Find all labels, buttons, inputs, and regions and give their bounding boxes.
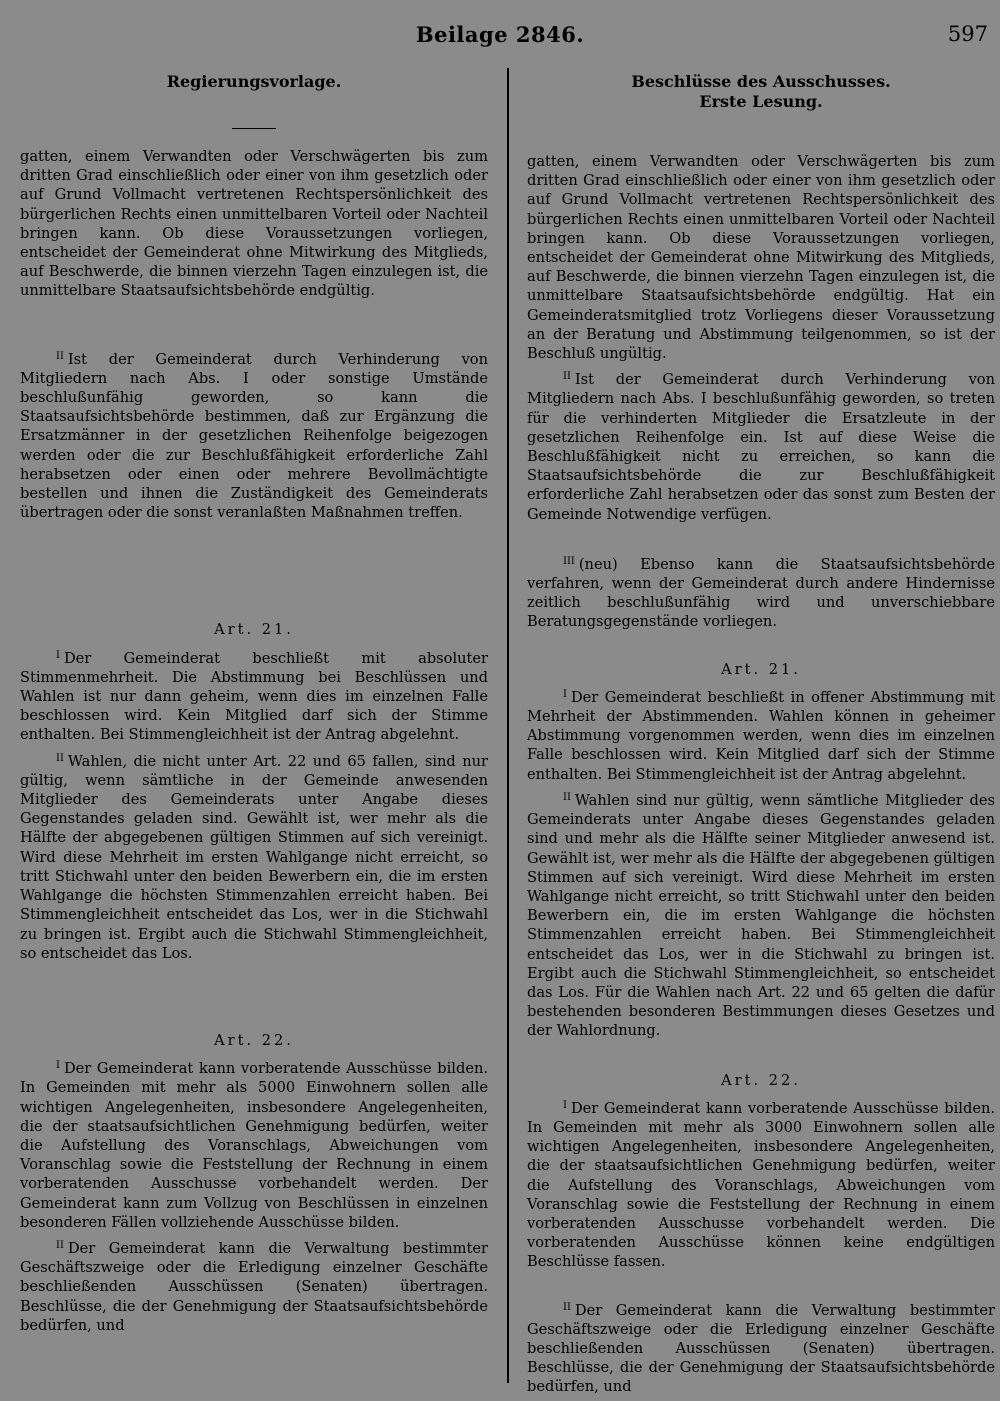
right-paragraph-2 xyxy=(527,367,995,524)
right-art22-paragraph-2 xyxy=(527,1298,995,1397)
paragraph-text: Ist der Gemeinderat durch Verhinderung von Mitgliedern nach Abs. I oder sonstige Umstände beschlußunfähig geworden, so kann die Staatsaufsichtsbehörde bestimmen, daß zur Ergänzung die Ersatzmänner in der gesetzlichen Reihenfolge beigezogen werden oder die zur Beschlußfähigkeit erforderliche Zahl herabsetzen oder einen oder mehrere Bevollmächtigte bestellen und ihnen die Zuständigkeit des Gemeinderats übertragen oder die sonst veranlaßten Maßnahmen treffen. xyxy=(20,350,488,522)
paragraph-text: (neu) Ebenso kann die Staatsaufsichtsbehörde verfahren, wenn der Gemeinderat durch andere Hindernisse zeitlich beschlußunfähig wird und unverschiebbare Beratungsgegenstände vorliegen. xyxy=(527,555,995,631)
right-art22-paragraph-1 xyxy=(527,1096,995,1272)
paragraph-mark: I xyxy=(563,688,567,700)
paragraph-text: Der Gemeinderat beschließt in offener Abstimmung mit Mehrheit der Abstimmenden. Wahlen können in geheimer Abstimmung vorgenommen werden, wenn dies im einzelnen Falle beschlossen wird. Kein Mitglied darf sich der Stimme enthalten. Bei Stimmengleichheit ist der Antrag abgelehnt. xyxy=(527,688,995,783)
column-divider xyxy=(507,68,509,1383)
right-paragraph-3-new xyxy=(527,552,995,632)
paragraph-mark: II xyxy=(56,1239,64,1251)
left-art21-paragraph-2 xyxy=(20,749,488,963)
right-column-heading: Beschlüsse des Ausschusses. xyxy=(631,72,891,91)
paragraph-text: Wahlen, die nicht unter Art. 22 und 65 fallen, sind nur gültig, wenn sämtliche in der Gemeinde anwesenden Mitglieder des Gemeinderats unter Angabe dieses Gegenstandes geladen sind. Gewählt ist, wer mehr als die Hälfte der abgegebenen gültigen Stimmen auf sich vereinigt. Wird diese Mehrheit im ersten Wahlgange nicht erreicht, so tritt Stichwahl unter den beiden Bewerbern ein, die im ersten Wahlgange die höchsten Stimmenzahlen erreicht haben. Bei Stimmengleichheit entscheidet das Los, wer in die Stichwahl zu bringen ist. Ergibt auch die Stichwahl Stimmengleichheit, so entscheidet das Los. xyxy=(20,752,488,962)
left-article-21-heading: Art. 21. xyxy=(214,621,294,639)
page-number: 597 xyxy=(947,22,988,46)
paragraph-mark: I xyxy=(56,1060,60,1072)
right-article-22-heading: Art. 22. xyxy=(721,1071,801,1089)
left-article-22-heading: Art. 22. xyxy=(214,1031,294,1049)
left-paragraph-continued: gatten, einem Verwandten oder Verschwägerten bis zum dritten Grad einschließlich oder einer von ihm gesetzlich oder auf Grund Vollmacht vertretenen Rechtspersönlichkeit des bürgerlichen Rechts einen unmittelbaren Vorteil oder Nachteil bringen kann. Ob diese Voraussetzungen vorliegen, entscheidet der Gemeinderat ohne Mitwirkung des Mitglieds, auf Beschwerde, die binnen vierzehn Tagen einzulegen ist, die unmittelbare Staatsaufsichtsbehörde endgültig. xyxy=(20,148,488,300)
left-art22-paragraph-2 xyxy=(20,1236,488,1335)
left-art22-paragraph-1 xyxy=(20,1056,488,1232)
paragraph-mark: II xyxy=(56,752,64,764)
right-column xyxy=(527,66,995,1397)
paragraph-mark: II xyxy=(563,1301,571,1313)
paragraph-mark: II xyxy=(56,350,64,362)
paragraph-mark: II xyxy=(563,371,571,383)
right-art21-paragraph-1 xyxy=(527,685,995,784)
paragraph-mark: II xyxy=(563,791,571,803)
heading-rule xyxy=(232,128,276,129)
paragraph-text: Wahlen sind nur gültig, wenn sämtliche Mitglieder des Gemeinderats unter Angabe dieses Gegenstandes geladen sind und mehr als die Hälfte seiner Mitglieder anwesend ist. Gewählt ist, wer mehr als die Hälfte der abgegebenen gültigen Stimmen auf sich vereinigt. Wird diese Mehrheit im ersten Wahlgange nicht erreicht, so tritt Stichwahl unter den beiden Bewerbern ein, die im ersten Wahlgange die höchsten Stimmenzahlen erreicht haben. Bei Stimmengleichheit entscheidet das Los, wer in die Stichwahl zu bringen ist. Ergibt auch die Stichwahl Stimmengleichheit, so entscheidet das Los. Für die Wahlen nach Art. 22 und 65 gelten die dafür bestehenden besonderen Bestimmungen dieses Gesetzes und der Wahlordnung. xyxy=(527,791,995,1040)
paragraph-mark: III xyxy=(563,555,575,567)
left-art21-paragraph-1 xyxy=(20,646,488,745)
right-paragraph-continued: gatten, einem Verwandten oder Verschwägerten bis zum dritten Grad einschließlich oder einer von ihm gesetzlich oder auf Grund Vollmacht vertretenen Rechtspersönlichkeit des bürgerlichen Rechts einen unmittelbaren Vorteil oder Nachteil bringen kann. Ob diese Voraussetzungen vorliegen, entscheidet der Gemeinderat ohne Mitwirkung des Mitglieds, auf Beschwerde, die binnen vierzehn Tagen einzulegen ist, die unmittelbare Staatsaufsichtsbehörde endgültig. Hat ein Gemeinderatsmitglied trotz Vorliegens dieser Voraussetzung an der Beratung und Abstimmung teilgenommen, so ist der Beschluß ungültig. xyxy=(527,153,995,363)
paragraph-text: Der Gemeinderat kann vorberatende Ausschüsse bilden. In Gemeinden mit mehr als 3000 Einwohnern sollen alle wichtigen Angelegenheiten, insbesondere Angelegenheiten, die der staatsaufsichtlichen Genehmigung bedürfen, weiter die Aufstellung des Voranschlags, Abweichungen vom Voranschlag sowie die Feststellung der Rechnung in einem vorberatenden Ausschusse vorbehandelt werden. Die vorberatenden Ausschüsse können keine endgültigen Beschlüsse fassen. xyxy=(527,1099,995,1271)
right-column-subheading: Erste Lesung. xyxy=(699,92,823,111)
paragraph-mark: I xyxy=(563,1099,567,1111)
paragraph-mark: I xyxy=(56,649,60,661)
paragraph-text: Der Gemeinderat kann die Verwaltung bestimmter Geschäftszweige oder die Erledigung einzelner Geschäfte beschließenden Ausschüssen (Senaten) übertragen. Beschlüsse, die der Genehmigung der Staatsaufsichtsbehörde bedürfen, und xyxy=(527,1301,995,1396)
page-header xyxy=(0,14,1000,54)
right-art21-paragraph-2 xyxy=(527,788,995,1041)
paragraph-text: Der Gemeinderat beschließt mit absoluter Stimmenmehrheit. Die Abstimmung bei Beschlüssen und Wahlen ist nur dann geheim, wenn dies im einzelnen Falle beschlossen wird. Kein Mitglied darf sich der Stimme enthalten. Bei Stimmengleichheit ist der Antrag abgelehnt. xyxy=(20,649,488,744)
paragraph-text: Der Gemeinderat kann vorberatende Ausschüsse bilden. In Gemeinden mit mehr als 5000 Einwohnern sollen alle wichtigen Angelegenheiten, insbesondere Angelegenheiten, die der staatsaufsichtlichen Genehmigung bedürfen, weiter die Aufstellung des Voranschlags, Abweichungen vom Voranschlag sowie die Feststellung der Rechnung in einem vorberatenden Ausschusse vorbehandelt werden. Der Gemeinderat kann zum Vollzug von Beschlüssen in einzelnen besonderen Fällen vollziehende Ausschüsse bilden. xyxy=(20,1060,488,1231)
paragraph-text: Der Gemeinderat kann die Verwaltung bestimmter Geschäftszweige oder die Erledigung einzelner Geschäfte beschließenden Ausschüssen (Senaten) übertragen. Beschlüsse, die der Genehmigung der Staatsaufsichtsbehörde bedürfen, und xyxy=(20,1239,488,1334)
paragraph-text: Ist der Gemeinderat durch Verhinderung von Mitgliedern nach Abs. I beschlußunfähig geworden, so treten für die verhinderten Mitglieder die Ersatzleute in der gesetzlichen Reihenfolge ein. Ist auf diese Weise die Beschlußfähigkeit nicht zu erreichen, so kann die Staatsaufsichtsbehörde die zur Beschlußfähigkeit erforderliche Zahl herabsetzen oder das sonst zum Besten der Gemeinde Notwendige verfügen. xyxy=(527,371,995,523)
left-column-heading: Regierungsvorlage. xyxy=(166,72,342,91)
right-article-21-heading: Art. 21. xyxy=(721,660,801,678)
left-column xyxy=(20,66,488,1335)
left-paragraph-2 xyxy=(20,347,488,523)
page-title: Beilage 2846. xyxy=(415,22,585,47)
